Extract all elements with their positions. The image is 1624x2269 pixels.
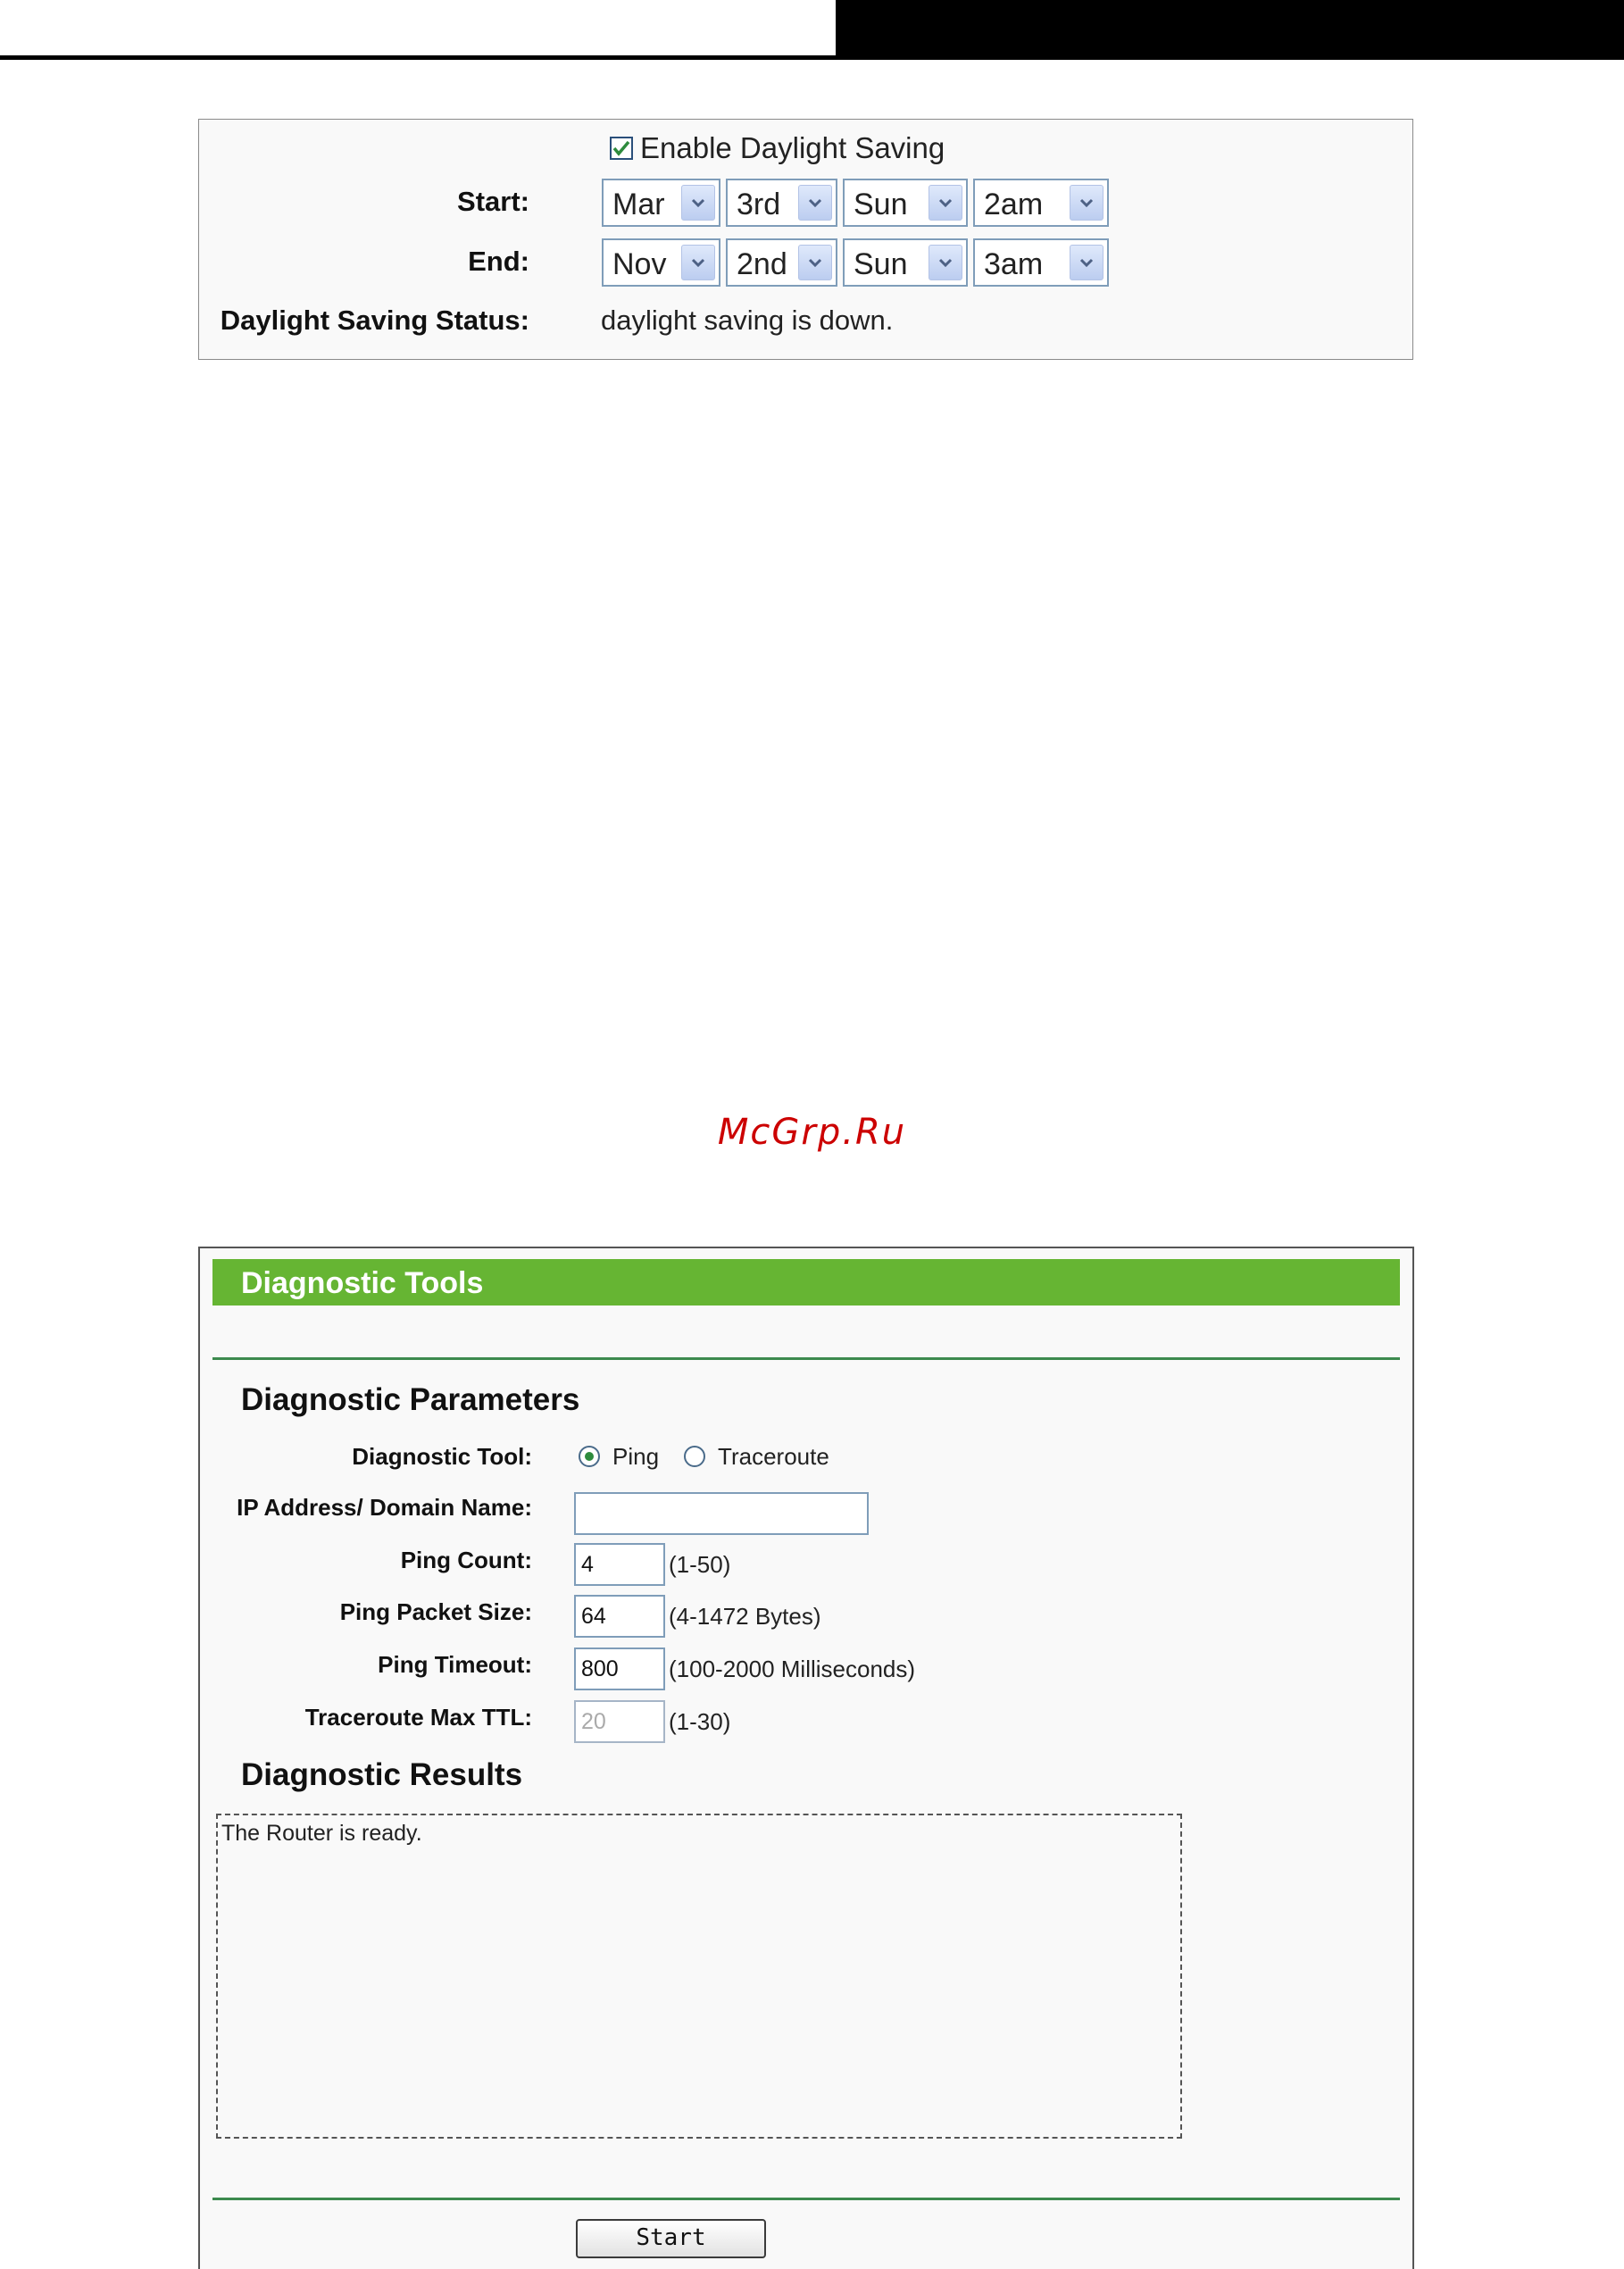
start-hour-value: 2am xyxy=(984,188,1044,221)
diagnostic-tool-label: Diagnostic Tool: xyxy=(352,1443,532,1470)
daylight-saving-status-label: Daylight Saving Status: xyxy=(220,304,529,336)
ping-radio-label[interactable]: Ping xyxy=(612,1442,660,1470)
daylight-saving-status-value: daylight saving is down. xyxy=(601,304,894,336)
end-week-value: 2nd xyxy=(737,247,787,281)
diagnostic-results-box xyxy=(216,1814,1182,2139)
end-hour-select[interactable] xyxy=(973,238,1109,287)
start-week-value: 3rd xyxy=(737,188,781,221)
diagnostic-tools-panel xyxy=(198,1247,1414,2269)
chevron-down-icon[interactable] xyxy=(798,185,832,221)
diagnostic-parameters-heading: Diagnostic Parameters xyxy=(241,1382,580,1417)
ping-count-label: Ping Count: xyxy=(400,1547,532,1573)
header-bar xyxy=(836,0,1624,57)
ping-packet-size-hint: (4-1472 Bytes) xyxy=(669,1603,821,1630)
chevron-down-icon[interactable] xyxy=(681,185,715,221)
chevron-down-icon[interactable] xyxy=(1070,245,1103,280)
ping-packet-size-input[interactable]: 64 xyxy=(574,1595,665,1638)
panel-title: Diagnostic Tools xyxy=(241,1266,484,1300)
ping-packet-size-label: Ping Packet Size: xyxy=(339,1598,532,1625)
start-label: Start: xyxy=(457,186,529,217)
start-day-select[interactable] xyxy=(843,179,968,227)
traceroute-max-ttl-label: Traceroute Max TTL: xyxy=(304,1704,532,1731)
end-hour-value: 3am xyxy=(984,247,1044,281)
diagnostic-results-heading: Diagnostic Results xyxy=(241,1757,523,1792)
end-day-select[interactable] xyxy=(843,238,968,287)
end-day-value: Sun xyxy=(854,247,908,281)
diagnostic-tool-options xyxy=(579,1439,854,1474)
header-rule xyxy=(0,55,1624,60)
chevron-down-icon[interactable] xyxy=(1070,185,1103,221)
enable-daylight-saving-checkbox[interactable] xyxy=(610,137,633,160)
enable-daylight-saving-row[interactable] xyxy=(610,130,945,166)
end-label: End: xyxy=(468,246,529,277)
traceroute-radio-label[interactable]: Traceroute xyxy=(718,1442,829,1470)
ping-count-input[interactable]: 4 xyxy=(574,1543,665,1586)
ip-address-label: IP Address/ Domain Name: xyxy=(237,1494,532,1521)
diagnostic-results-text: The Router is ready. xyxy=(221,1821,422,1846)
start-month-select[interactable] xyxy=(602,179,720,227)
watermark: McGrp.Ru xyxy=(717,1112,907,1153)
daylight-saving-panel xyxy=(198,119,1413,360)
chevron-down-icon[interactable] xyxy=(929,245,962,280)
chevron-down-icon[interactable] xyxy=(929,185,962,221)
chevron-down-icon[interactable] xyxy=(681,245,715,280)
ip-address-input[interactable] xyxy=(574,1492,869,1535)
start-hour-select[interactable] xyxy=(973,179,1109,227)
ping-timeout-input[interactable]: 800 xyxy=(574,1648,665,1690)
enable-daylight-saving-label: Enable Daylight Saving xyxy=(640,131,945,164)
ping-timeout-hint: (100-2000 Milliseconds) xyxy=(669,1656,916,1682)
start-button[interactable]: Start xyxy=(576,2219,766,2258)
traceroute-max-ttl-input[interactable]: 20 xyxy=(574,1700,665,1743)
chevron-down-icon[interactable] xyxy=(798,245,832,280)
ping-timeout-label: Ping Timeout: xyxy=(378,1651,532,1678)
start-month-value: Mar xyxy=(612,188,665,221)
end-month-value: Nov xyxy=(612,247,667,281)
end-week-select[interactable] xyxy=(726,238,837,287)
ping-count-hint: (1-50) xyxy=(669,1551,731,1578)
divider xyxy=(212,2198,1400,2200)
radio-selected-dot xyxy=(585,1452,594,1461)
ping-radio[interactable] xyxy=(579,1446,600,1467)
divider xyxy=(212,1357,1400,1360)
start-day-value: Sun xyxy=(854,188,908,221)
end-month-select[interactable] xyxy=(602,238,720,287)
panel-header xyxy=(212,1259,1400,1306)
start-week-select[interactable] xyxy=(726,179,837,227)
traceroute-max-ttl-hint: (1-30) xyxy=(669,1708,731,1735)
traceroute-radio[interactable] xyxy=(684,1446,705,1467)
checkmark-icon xyxy=(612,140,630,156)
